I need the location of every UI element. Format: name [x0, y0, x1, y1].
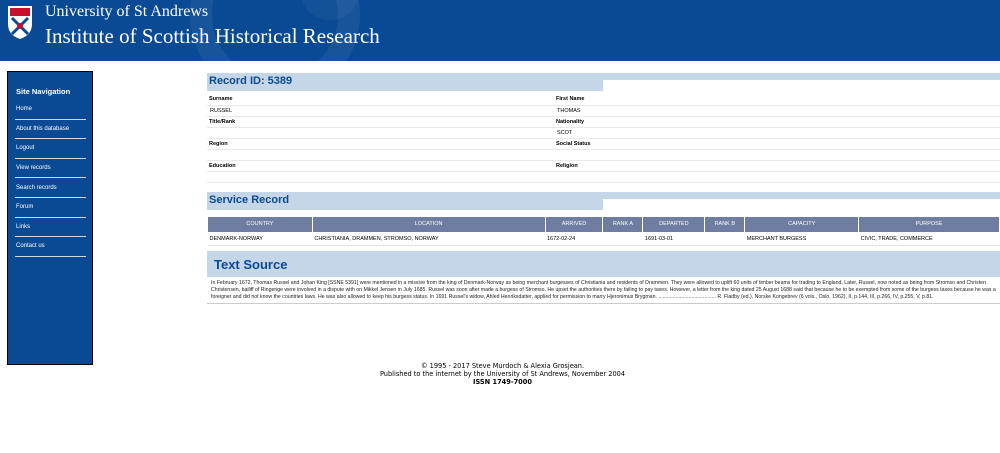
nationality-label: Nationality	[554, 116, 1000, 127]
col-header-location[interactable]: LOCATION	[312, 216, 545, 232]
cell-departed: 1691-03-01	[643, 232, 705, 245]
nav-title: Site Navigation	[16, 87, 71, 96]
nav-link-home[interactable]: Home	[16, 106, 33, 113]
text-source-title: Text Source	[214, 256, 288, 272]
nav-item-home	[15, 100, 86, 120]
footer-copyright: © 1995 - 2017 Steve Murdoch & Alexia Grosjean.	[420, 362, 585, 370]
firstname-value: THOMAS	[554, 105, 1000, 116]
nav-link-contact[interactable]: Contact us	[16, 243, 45, 250]
main-content	[207, 73, 1000, 304]
nav-item-logout	[15, 139, 86, 159]
table-row	[208, 232, 1000, 245]
cell-rank-b	[705, 232, 745, 245]
col-header-rank-b[interactable]: RANK B	[705, 216, 745, 232]
record-details-table	[207, 94, 1000, 183]
nav-item-forum	[15, 198, 86, 218]
institute-name[interactable]: Institute of Scottish Historical Research	[45, 24, 380, 48]
nationality-value: SCOT	[554, 127, 1000, 138]
title-label: Title/Rank	[207, 116, 554, 127]
col-header-capacity[interactable]: CAPACITY	[745, 216, 859, 232]
text-source-header	[207, 251, 1000, 277]
col-header-departed[interactable]: DEPARTED	[643, 216, 705, 232]
nav-link-about[interactable]: About this database	[16, 125, 70, 132]
col-header-arrived[interactable]: ARRIVED	[545, 216, 603, 232]
education-label: Education	[207, 160, 554, 171]
cell-capacity: MERCHANT BURGESS	[745, 232, 859, 245]
nav-item-view-records	[15, 159, 86, 179]
cell-purpose: CIVIC, TRADE, COMMERCE	[859, 232, 1000, 245]
surname-value: RUSSEL	[207, 105, 554, 116]
col-header-rank-a[interactable]: RANK A	[603, 216, 643, 232]
site-footer	[300, 362, 705, 387]
social-status-value	[554, 149, 1000, 160]
record-header	[207, 73, 1000, 91]
site-navigation	[7, 71, 93, 365]
nav-link-links[interactable]: Links	[16, 223, 31, 230]
firstname-label: First Name	[554, 94, 1000, 105]
surname-label: Surname	[207, 94, 554, 105]
religion-value	[554, 171, 1000, 182]
nav-link-view-records[interactable]: View records	[16, 165, 51, 172]
footer-issn: ISSN 1749-7000	[473, 378, 532, 387]
region-label: Region	[207, 138, 554, 149]
col-header-purpose[interactable]: PURPOSE	[859, 216, 1000, 232]
cell-location: CHRISTIANIA, DRAMMEN, STROMSO, NORWAY	[312, 232, 545, 245]
service-record-header	[207, 192, 1000, 210]
university-name[interactable]: University of St Andrews	[45, 3, 209, 20]
nav-item-links	[15, 218, 86, 238]
nav-item-about	[15, 120, 86, 140]
cell-arrived: 1672-02-24	[545, 232, 603, 245]
cell-rank-a	[603, 232, 643, 245]
nav-item-contact	[15, 237, 86, 257]
nav-link-search-records[interactable]: Search records	[16, 184, 57, 191]
education-value	[207, 171, 554, 182]
nav-link-logout[interactable]: Logout	[16, 145, 35, 152]
col-header-country[interactable]: COUNTRY	[208, 216, 313, 232]
nav-item-search-records	[15, 178, 86, 198]
university-crest-icon[interactable]	[6, 4, 34, 40]
religion-label: Religion	[554, 160, 1000, 171]
region-value	[207, 149, 554, 160]
social-status-label: Social Status	[554, 138, 1000, 149]
nav-list	[15, 100, 86, 257]
site-header	[0, 0, 1000, 61]
text-source-body: In February 1672, Thomas Russel and Johan King [SSNE 5391] were mentioned in a missive from the king of Denmark-Norway as being merchant burgesses of Christiania and residents of Drammen. They were allowed to uplift 60 units of timber beams for trading to England. Later, Russel, now noted as being from Stromso and Christen Christensen, bailiff of Ringerige were involved in a dispute with on Mikkel Jensen in July 1685. Russel was soon after made a burgess of Stromso. He upset the authorities there by failing to pay taxes. However, a letter from the king dated 25 August 1688 said that because he to be exempted from some of the burgess taxes because he was a foreigner and did not know the countries laws. He was also allowed to keep his burgess status. In 1691 Russel's widow, Ahled Henriksdatter, applied for permission to marry Hjeronimus Brygman. ........................................ R. Fladby (ed.), Norske Kongebrev (6 vols., Oslo, 1962), II, p.144, III, p.266, IV, p.255, V, p.81.	[207, 277, 1000, 305]
nav-link-forum[interactable]: Forum	[16, 204, 34, 211]
record-id-title: Record ID: 5389	[209, 75, 293, 87]
footer-published: Published to the internet by the University of St Andrews, November 2004	[379, 370, 626, 379]
cell-country: DENMARK-NORWAY	[208, 232, 313, 245]
service-record-title: Service Record	[209, 193, 290, 206]
title-value	[207, 127, 554, 138]
service-record-table	[207, 216, 1000, 246]
